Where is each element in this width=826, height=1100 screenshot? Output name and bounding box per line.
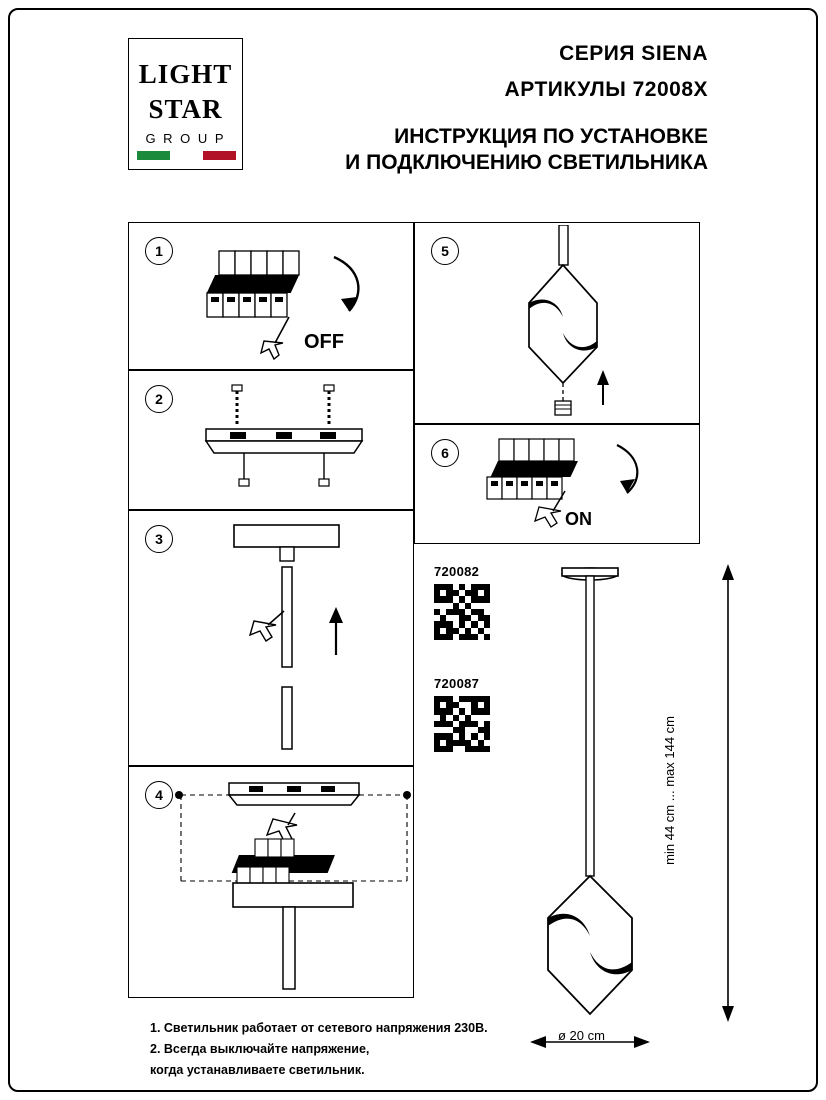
note-line-1: 1. Светильник работает от сетевого напряжения 230В.	[150, 1021, 488, 1035]
series-title: СЕРИЯ SIENA	[559, 42, 708, 65]
step-panel-3	[128, 510, 414, 766]
step-5-illustration	[485, 225, 685, 423]
product-code-720087-caption: 720087	[434, 676, 480, 691]
logo-line-2: STAR	[148, 94, 223, 124]
product-code-720082-caption: 720082	[434, 564, 480, 579]
step-panel-5	[414, 222, 700, 424]
step-number-1: 1	[145, 237, 173, 265]
step-panel-4	[128, 766, 414, 998]
step-number-3: 3	[145, 525, 173, 553]
note-line-2: 2. Всегда выключайте напряжение,	[150, 1042, 370, 1056]
notes-block	[150, 1018, 570, 1081]
italian-flag-icon	[137, 151, 236, 160]
qr-code-icon	[434, 584, 490, 640]
logo-line-3: G R O U P	[145, 131, 226, 146]
step-number-5: 5	[431, 237, 459, 265]
step-1-illustration	[179, 231, 409, 361]
step-6-label: ON	[565, 509, 592, 529]
note-line-3: когда устанавливаете светильник.	[150, 1063, 365, 1077]
header-text	[288, 38, 708, 176]
instruction-title-line-1: ИНСТРУКЦИЯ ПО УСТАНОВКЕ	[394, 125, 708, 148]
article-title: АРТИКУЛЫ 72008X	[504, 78, 708, 101]
brand-logo	[128, 38, 243, 170]
step-4-illustration	[169, 773, 419, 995]
product-code-720082	[434, 564, 490, 640]
step-panel-2	[128, 370, 414, 510]
step-3-illustration	[184, 515, 414, 755]
step-number-2: 2	[145, 385, 173, 413]
step-number-4: 4	[145, 781, 173, 809]
diameter-dimension-label: ø 20 cm	[558, 1028, 605, 1043]
qr-code-icon	[434, 696, 490, 752]
product-code-720087	[434, 676, 490, 752]
lamp-dimension-drawing	[490, 552, 790, 1052]
header	[128, 38, 708, 188]
step-1-label: OFF	[304, 331, 344, 353]
step-panel-1	[128, 222, 414, 370]
logo-line-1: LIGHT	[138, 59, 233, 89]
step-panel-6	[414, 424, 700, 544]
step-number-6: 6	[431, 439, 459, 467]
instruction-title-line-2: И ПОДКЛЮЧЕНИЮ СВЕТИЛЬНИКА	[345, 151, 708, 174]
height-dimension-label: min 44 cm ... max 144 cm	[662, 716, 677, 865]
step-2-illustration	[184, 379, 404, 499]
